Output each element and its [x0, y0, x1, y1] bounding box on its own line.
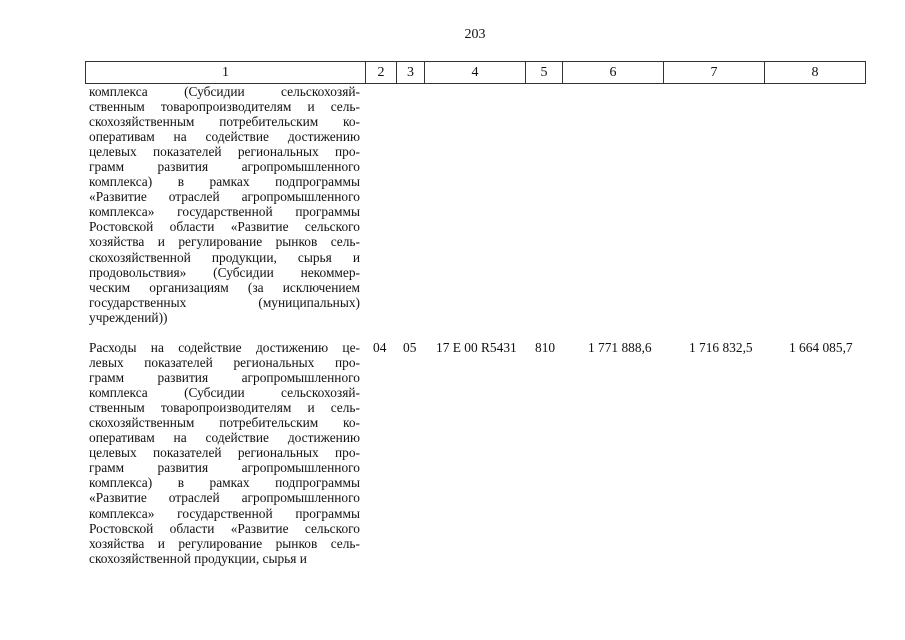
- row-2-col-6-value: 1 771 888,6: [588, 340, 652, 355]
- row-2-col-5-value: 810: [535, 340, 556, 355]
- text-line: оперативам на содействие достижению: [89, 129, 360, 145]
- row-2-col-7-value: 1 716 832,5: [689, 340, 753, 355]
- text-line: скохозяйственной продукции, сырья и: [89, 550, 307, 566]
- text-line: государственных (муниципальных): [89, 294, 360, 310]
- text-line: оперативам на содействие достижению: [89, 430, 360, 446]
- row-1-description: [89, 84, 360, 325]
- header-col-7: 7: [664, 62, 765, 84]
- text-line: левых показателей региональных про-: [89, 355, 360, 371]
- table-header-row: [86, 62, 866, 84]
- text-line: целевых показателей региональных про-: [89, 144, 360, 160]
- text-line: Ростовской области «Развитие сельского: [89, 219, 360, 235]
- header-col-3: 3: [397, 62, 425, 84]
- row-2-col-4-value: 17 Е 00 R5431: [436, 340, 517, 355]
- text-line: учреждений)): [89, 309, 168, 325]
- row-2-col-8-value: 1 664 085,7: [789, 340, 853, 355]
- text-line: скохозяйственным потребительским ко-: [89, 415, 360, 431]
- table-header: [85, 61, 866, 84]
- header-col-8: 8: [765, 62, 866, 84]
- text-line: скохозяйственным потребительским ко-: [89, 114, 360, 130]
- text-line: хозяйства и регулирование рынков сель-: [89, 234, 360, 250]
- header-col-6: 6: [563, 62, 664, 84]
- header-col-1: 1: [86, 62, 366, 84]
- page-number: 203: [464, 27, 486, 42]
- row-2-col-3-value: 05: [403, 340, 417, 355]
- text-line: ческим организациям (за исключением: [89, 279, 360, 295]
- text-line: продовольствия» (Субсидии некоммер-: [89, 264, 360, 280]
- header-col-2: 2: [366, 62, 397, 84]
- text-line: хозяйства и регулирование рынков сель-: [89, 535, 360, 551]
- text-line: комплекса (Субсидии сельскохозяй-: [89, 385, 360, 401]
- text-line: грамм развития агропромышленного: [89, 460, 360, 476]
- text-line: «Развитие отраслей агропромышленного: [89, 490, 360, 506]
- text-line: комплекса) в рамках подпрограммы: [89, 475, 360, 491]
- header-col-5: 5: [526, 62, 563, 84]
- row-2-description: [89, 340, 360, 566]
- row-2-col-2-value: 04: [373, 340, 387, 355]
- text-line: комплекса) в рамках подпрограммы: [89, 174, 360, 190]
- header-col-4: 4: [425, 62, 526, 84]
- text-line: ственным товаропроизводителям и сель-: [89, 400, 360, 416]
- text-line: грамм развития агропромышленного: [89, 370, 360, 386]
- text-line: скохозяйственной продукции, сырья и: [89, 249, 360, 265]
- text-line: Расходы на содействие достижению це-: [89, 340, 360, 355]
- text-line: комплекса (Субсидии сельскохозяй-: [89, 84, 360, 99]
- text-line: комплекса» государственной программы: [89, 505, 360, 521]
- text-line: ственным товаропроизводителям и сель-: [89, 99, 360, 115]
- text-line: «Развитие отраслей агропромышленного: [89, 189, 360, 205]
- text-line: грамм развития агропромышленного: [89, 159, 360, 175]
- text-line: целевых показателей региональных про-: [89, 445, 360, 461]
- text-line: Ростовской области «Развитие сельского: [89, 520, 360, 536]
- text-line: комплекса» государственной программы: [89, 204, 360, 220]
